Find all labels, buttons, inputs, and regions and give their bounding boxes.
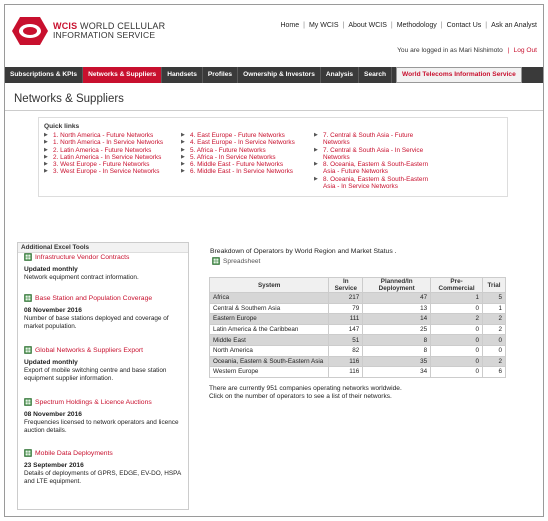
top-link-methodology[interactable]: Methodology xyxy=(396,22,437,29)
nav-world-telecoms[interactable]: World Telecoms Information Service xyxy=(396,67,522,83)
quick-link-label[interactable]: 2. Latin America - In Service Networks xyxy=(53,153,162,161)
cell-planned[interactable]: 25 xyxy=(363,324,431,335)
top-link-my-wcis[interactable]: My WCIS xyxy=(308,22,339,29)
cell-in-service[interactable]: 116 xyxy=(329,356,363,367)
cell-in-service[interactable]: 79 xyxy=(329,303,363,314)
excel-tool-date: Updated monthly xyxy=(24,359,78,366)
col-header-system: System xyxy=(210,278,329,293)
quick-link[interactable] xyxy=(44,168,189,175)
cell-region: North America xyxy=(210,345,329,356)
operators-note xyxy=(209,385,402,401)
table-row xyxy=(210,335,506,346)
excel-tool-item xyxy=(24,449,188,487)
separator: | xyxy=(390,22,393,29)
arrow-right-icon: ▶ xyxy=(181,146,185,153)
logo-line2: INFORMATION SERVICE xyxy=(53,30,156,40)
quick-link-label[interactable]: 4. East Europe - In Service Networks xyxy=(190,139,295,147)
arrow-right-icon: ▶ xyxy=(314,175,318,182)
quick-links-heading: Quick links xyxy=(44,123,80,130)
cell-pre-commercial[interactable]: 1 xyxy=(431,293,483,304)
table-row xyxy=(210,345,506,356)
nav-networks-suppliers[interactable]: Networks & Suppliers xyxy=(83,67,162,83)
cell-planned[interactable]: 47 xyxy=(363,293,431,304)
quick-link[interactable] xyxy=(181,147,321,154)
page-title: Networks & Suppliers xyxy=(14,93,124,105)
cell-planned[interactable]: 13 xyxy=(363,303,431,314)
arrow-right-icon: ▶ xyxy=(181,132,185,138)
quick-link[interactable] xyxy=(314,161,439,176)
cell-in-service[interactable]: 111 xyxy=(329,314,363,325)
cell-trial[interactable]: 2 xyxy=(483,324,506,335)
quick-link[interactable] xyxy=(44,154,189,161)
login-status xyxy=(397,47,537,54)
arrow-right-icon: ▶ xyxy=(44,139,48,146)
nav-ownership[interactable]: Ownership & Investors xyxy=(238,67,321,83)
spreadsheet-icon xyxy=(24,294,32,302)
quick-link-label[interactable]: 3. West Europe - In Service Networks xyxy=(53,168,160,176)
table-row xyxy=(210,367,506,378)
note-line: There are currently 951 companies operating networks worldwide. xyxy=(209,385,402,392)
quick-links-column xyxy=(44,132,189,176)
arrow-right-icon: ▶ xyxy=(44,168,48,175)
cell-in-service[interactable]: 82 xyxy=(329,345,363,356)
arrow-right-icon: ▶ xyxy=(44,146,48,153)
arrow-right-icon: ▶ xyxy=(181,161,185,168)
cell-region: Latin America & the Caribbean xyxy=(210,324,329,335)
quick-link-label[interactable]: 1. North America - In Service Networks xyxy=(53,139,164,147)
quick-link[interactable] xyxy=(181,132,321,139)
spreadsheet-icon xyxy=(24,346,32,354)
cell-trial[interactable]: 0 xyxy=(483,345,506,356)
wcis-logo[interactable] xyxy=(11,16,165,46)
arrow-right-icon: ▶ xyxy=(44,153,48,160)
arrow-right-icon: ▶ xyxy=(181,153,185,160)
spreadsheet-icon xyxy=(24,253,32,261)
cell-trial[interactable]: 5 xyxy=(483,293,506,304)
operators-table xyxy=(209,277,506,378)
quick-links-box xyxy=(38,117,508,197)
excel-tool-link[interactable]: Global Networks & Suppliers Export xyxy=(35,346,144,354)
cell-planned[interactable]: 8 xyxy=(363,335,431,346)
quick-links-column xyxy=(181,132,321,176)
arrow-right-icon: ▶ xyxy=(44,161,48,168)
spreadsheet-icon xyxy=(24,398,32,406)
spreadsheet-icon xyxy=(212,257,220,265)
excel-tool-desc: Number of base stations deployed and coverage of market population. xyxy=(24,315,169,331)
cell-region: Western Europe xyxy=(210,367,329,378)
cell-pre-commercial[interactable]: 0 xyxy=(431,345,483,356)
cell-pre-commercial[interactable]: 0 xyxy=(431,303,483,314)
quick-link[interactable] xyxy=(314,132,439,147)
cell-region: Africa xyxy=(210,293,329,304)
arrow-right-icon: ▶ xyxy=(314,132,318,138)
header xyxy=(5,5,543,63)
excel-tool-date: 23 September 2016 xyxy=(24,462,84,469)
quick-link[interactable] xyxy=(181,154,321,161)
quick-link-label[interactable]: 6. Middle East - Future Networks xyxy=(190,161,284,169)
excel-tool-link[interactable]: Spectrum Holdings & Licence Auctions xyxy=(35,398,152,406)
excel-tool-item xyxy=(24,294,188,332)
col-header-trial: Trial xyxy=(483,278,506,293)
quick-link-label[interactable]: 4. East Europe - Future Networks xyxy=(190,132,285,139)
quick-links-column xyxy=(314,132,439,190)
table-row xyxy=(210,324,506,335)
cell-region: Oceania, Eastern & South-Eastern Asia xyxy=(210,356,329,367)
top-links xyxy=(280,22,537,29)
arrow-right-icon: ▶ xyxy=(44,132,48,138)
excel-tool-desc: Frequencies licensed to network operators and licence auction details. xyxy=(24,419,179,435)
excel-tool-link[interactable]: Base Station and Population Coverage xyxy=(35,294,153,302)
quick-link[interactable] xyxy=(314,147,439,162)
nav-profiles[interactable]: Profiles xyxy=(203,67,238,83)
excel-tool-link[interactable]: Mobile Data Deployments xyxy=(35,449,113,457)
note-line: Click on the number of operators to see a list of their networks. xyxy=(209,393,392,400)
cell-in-service[interactable]: 51 xyxy=(329,335,363,346)
spreadsheet-label[interactable]: Spreadsheet xyxy=(223,257,261,265)
col-header-in-service: In Service xyxy=(329,278,363,293)
cell-planned[interactable]: 35 xyxy=(363,356,431,367)
cell-planned[interactable]: 8 xyxy=(363,345,431,356)
quick-link[interactable] xyxy=(181,139,321,146)
logout-link[interactable]: Log Out xyxy=(513,47,537,54)
quick-link[interactable] xyxy=(44,161,189,168)
quick-link[interactable] xyxy=(314,176,439,191)
top-link-about[interactable]: About WCIS xyxy=(348,22,387,29)
cell-in-service[interactable]: 147 xyxy=(329,324,363,335)
table-row xyxy=(210,293,506,304)
quick-link[interactable] xyxy=(44,132,189,139)
quick-link-label[interactable]: 5. Africa - Future Networks xyxy=(190,146,266,154)
quick-link[interactable] xyxy=(44,139,189,146)
nav-search[interactable]: Search xyxy=(359,67,392,83)
quick-link-label[interactable]: 5. Africa - In Service Networks xyxy=(190,153,276,161)
breakdown-title: Breakdown of Operators by World Region and Market Status . xyxy=(210,248,397,255)
quick-link-label[interactable]: 8. Oceania, Eastern & South-Eastern Asia - Future Networks xyxy=(323,161,429,176)
nav-subscriptions[interactable]: Subscriptions & KPIs xyxy=(5,67,83,83)
excel-tool-item xyxy=(24,398,188,436)
cell-planned[interactable]: 34 xyxy=(363,367,431,378)
arrow-right-icon: ▶ xyxy=(181,168,185,175)
quick-link[interactable] xyxy=(44,147,189,154)
cell-region: Middle East xyxy=(210,335,329,346)
excel-tool-date: Updated monthly xyxy=(24,266,78,273)
separator: | xyxy=(507,47,510,54)
nav-handsets[interactable]: Handsets xyxy=(162,67,203,83)
separator: | xyxy=(342,22,345,29)
cell-pre-commercial[interactable]: 0 xyxy=(431,367,483,378)
cell-region: Central & Southern Asia xyxy=(210,303,329,314)
login-text: You are logged in as Mari Nishimoto xyxy=(397,47,503,54)
quick-link-label[interactable]: 3. West Europe - Future Networks xyxy=(53,161,150,169)
quick-link-label[interactable]: 7. Central & South Asia - In Service Networks xyxy=(323,146,424,161)
cell-in-service[interactable]: 116 xyxy=(329,367,363,378)
cell-pre-commercial[interactable]: 0 xyxy=(431,324,483,335)
table-row xyxy=(210,356,506,367)
excel-tools-panel xyxy=(17,242,189,510)
excel-tool-desc: Details of deployments of GPRS, EDGE, EV-DO, HSPA and LTE equipment. xyxy=(24,470,181,486)
wcis-logo-icon xyxy=(11,16,49,46)
separator: | xyxy=(485,22,488,29)
top-link-ask-analyst[interactable]: Ask an Analyst xyxy=(491,22,537,29)
cell-pre-commercial[interactable]: 0 xyxy=(431,356,483,367)
excel-tool-desc: Network equipment contract information. xyxy=(24,274,139,281)
logo-line1: WORLD CELLULAR xyxy=(77,21,166,31)
logo-brand: WCIS xyxy=(53,21,78,31)
cell-pre-commercial[interactable]: 2 xyxy=(431,314,483,325)
top-link-contact[interactable]: Contact Us xyxy=(446,22,482,29)
divider xyxy=(5,110,543,111)
excel-tools-heading: Additional Excel Tools xyxy=(18,243,188,253)
quick-link-label[interactable]: 1. North America - Future Networks xyxy=(53,132,154,139)
excel-tool-date: 08 November 2016 xyxy=(24,411,82,418)
cell-trial[interactable]: 6 xyxy=(483,367,506,378)
cell-pre-commercial[interactable]: 0 xyxy=(431,335,483,346)
quick-link-label[interactable]: 8. Oceania, Eastern & South-Eastern Asia - In Service Networks xyxy=(323,175,429,191)
cell-trial[interactable]: 2 xyxy=(483,356,506,367)
cell-region: Eastern Europe xyxy=(210,314,329,325)
cell-trial[interactable]: 0 xyxy=(483,335,506,346)
quick-link-label[interactable]: 7. Central & South Asia - Future Networks xyxy=(323,132,414,147)
quick-link-label[interactable]: 6. Middle East - In Service Networks xyxy=(190,168,293,176)
arrow-right-icon: ▶ xyxy=(181,139,185,146)
table-row xyxy=(210,303,506,314)
main-nav xyxy=(5,67,543,83)
separator: | xyxy=(303,22,305,29)
quick-link[interactable] xyxy=(181,168,321,175)
spreadsheet-link[interactable] xyxy=(212,257,260,265)
cell-trial[interactable]: 2 xyxy=(483,314,506,325)
cell-planned[interactable]: 14 xyxy=(363,314,431,325)
cell-in-service[interactable]: 217 xyxy=(329,293,363,304)
arrow-right-icon: ▶ xyxy=(314,146,318,153)
cell-trial[interactable]: 1 xyxy=(483,303,506,314)
nav-analysis[interactable]: Analysis xyxy=(321,67,359,83)
spreadsheet-icon xyxy=(24,449,32,457)
quick-link-label[interactable]: 2. Latin America - Future Networks xyxy=(53,146,152,154)
quick-link[interactable] xyxy=(181,161,321,168)
arrow-right-icon: ▶ xyxy=(314,161,318,168)
page xyxy=(4,4,544,517)
excel-tool-item xyxy=(24,253,188,282)
table-row xyxy=(210,314,506,325)
excel-tool-desc: Export of mobile switching centre and base station equipment supplier information. xyxy=(24,367,167,383)
separator: | xyxy=(440,22,443,29)
col-header-pre-commercial: Pre-Commercial xyxy=(431,278,483,293)
excel-tool-link[interactable]: Infrastructure Vendor Contracts xyxy=(35,253,130,261)
col-header-planned: Planned/In Deployment xyxy=(363,278,431,293)
excel-tool-item xyxy=(24,346,188,384)
excel-tool-date: 08 November 2016 xyxy=(24,307,82,314)
table-header-row xyxy=(210,278,506,293)
top-link-home[interactable]: Home xyxy=(280,22,300,29)
